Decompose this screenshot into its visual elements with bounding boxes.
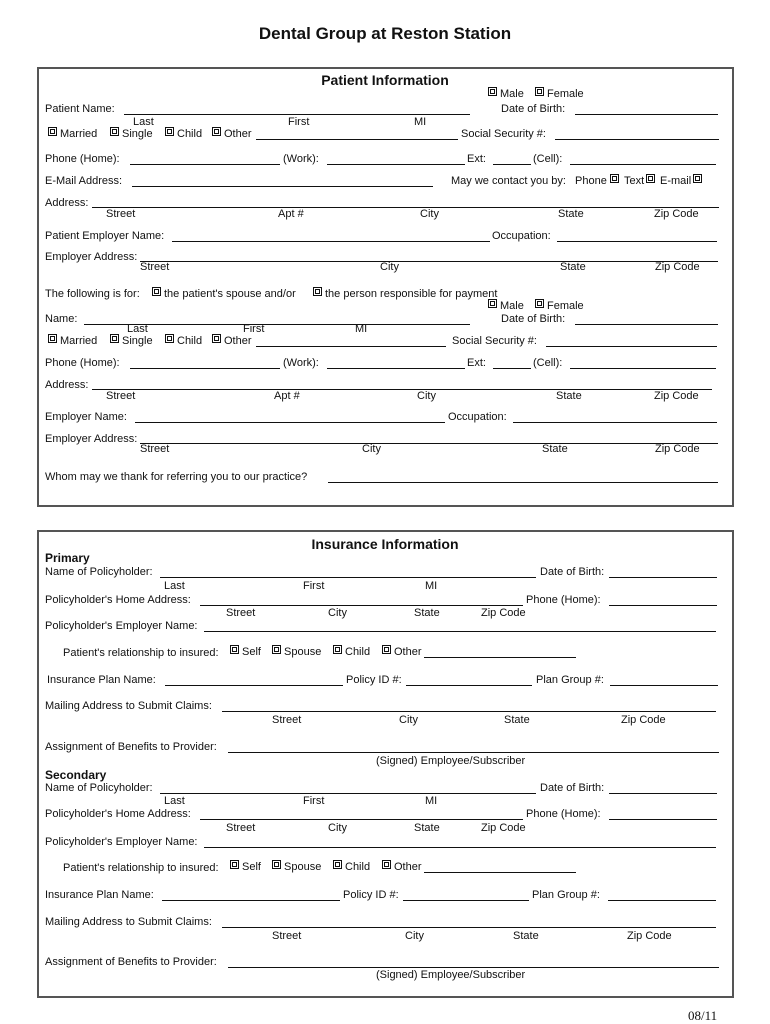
patient-occupation-field[interactable] bbox=[557, 241, 717, 242]
patient-marital-married[interactable]: Married bbox=[48, 128, 97, 140]
patient-employer-label: Patient Employer Name: bbox=[45, 230, 165, 242]
primary-policy-label: Policy ID #: bbox=[346, 674, 402, 686]
name-part-mi: MI bbox=[414, 116, 427, 128]
patient-occupation-label: Occupation: bbox=[492, 230, 551, 242]
emp-addr-state: State bbox=[560, 261, 586, 273]
resp-phone-home-field[interactable] bbox=[130, 368, 280, 369]
primary-signed-label: (Signed) Employee/Subscriber bbox=[376, 755, 526, 767]
addr-part-zip: Zip Code bbox=[654, 208, 699, 220]
resp-marital-single[interactable]: Single bbox=[110, 335, 153, 347]
primary-rel-other-field[interactable] bbox=[424, 657, 576, 658]
primary-rel-other[interactable]: Other bbox=[382, 646, 422, 658]
primary-mailing-field[interactable] bbox=[222, 711, 716, 712]
resp-cell-label: (Cell): bbox=[533, 357, 563, 369]
addr-part-street: Street bbox=[106, 208, 136, 220]
patient-work-field[interactable] bbox=[327, 164, 465, 165]
resp-address-label: Address: bbox=[45, 379, 89, 391]
secondary-mail-zip: Zip Code bbox=[627, 930, 672, 942]
patient-marital-other-field[interactable] bbox=[256, 139, 458, 140]
secondary-mail-street: Street bbox=[272, 930, 302, 942]
patient-marital-single[interactable]: Single bbox=[110, 128, 153, 140]
primary-name-first: First bbox=[303, 580, 325, 592]
emp-addr-zip: Zip Code bbox=[655, 261, 700, 273]
primary-home-address-label: Policyholder's Home Address: bbox=[45, 594, 191, 606]
primary-plan-label: Insurance Plan Name: bbox=[47, 674, 156, 686]
resp-occupation-field[interactable] bbox=[513, 422, 717, 423]
secondary-rel-child[interactable]: Child bbox=[333, 861, 370, 873]
secondary-assignment-label: Assignment of Benefits to Provider: bbox=[45, 956, 217, 968]
following-responsible-option[interactable]: the person responsible for payment bbox=[313, 288, 497, 300]
patient-gender-female[interactable]: Female bbox=[535, 88, 584, 100]
resp-employer-field[interactable] bbox=[135, 422, 445, 423]
patient-employer-address-label: Employer Address: bbox=[45, 251, 138, 263]
secondary-heading: Secondary bbox=[45, 768, 107, 782]
checkbox-icon bbox=[165, 334, 174, 343]
secondary-mail-city: City bbox=[405, 930, 424, 942]
checkbox-icon bbox=[333, 645, 342, 654]
insurance-section-title: Insurance Information bbox=[311, 536, 459, 552]
primary-dob-label: Date of Birth: bbox=[540, 566, 605, 578]
primary-addr-street: Street bbox=[226, 607, 256, 619]
patient-dob-field[interactable] bbox=[575, 114, 718, 115]
resp-phone-home-label: Phone (Home): bbox=[45, 357, 120, 369]
resp-marital-married[interactable]: Married bbox=[48, 335, 97, 347]
form-title: Dental Group at Reston Station bbox=[258, 24, 512, 43]
secondary-addr-street: Street bbox=[226, 822, 256, 834]
secondary-rel-spouse[interactable]: Spouse bbox=[272, 861, 321, 873]
checkbox-icon bbox=[382, 860, 391, 869]
resp-employer-address-label: Employer Address: bbox=[45, 433, 138, 445]
name-part-last: Last bbox=[133, 116, 154, 128]
primary-mailing-label: Mailing Address to Submit Claims: bbox=[45, 700, 212, 712]
checkbox-icon bbox=[230, 860, 239, 869]
resp-marital-child[interactable]: Child bbox=[165, 335, 202, 347]
secondary-plan-label: Insurance Plan Name: bbox=[45, 889, 154, 901]
secondary-policyholder-field[interactable] bbox=[160, 793, 536, 794]
following-label: The following is for: bbox=[45, 288, 140, 300]
secondary-rel-self[interactable]: Self bbox=[230, 861, 261, 873]
secondary-group-label: Plan Group #: bbox=[532, 889, 600, 901]
checkbox-icon bbox=[646, 174, 655, 183]
resp-emp-addr-state: State bbox=[542, 443, 568, 455]
patient-ssn-field[interactable] bbox=[555, 139, 719, 140]
resp-emp-addr-city: City bbox=[362, 443, 381, 455]
primary-mail-zip: Zip Code bbox=[621, 714, 666, 726]
patient-ssn-label: Social Security #: bbox=[461, 128, 546, 140]
addr-part-city: City bbox=[420, 208, 439, 220]
secondary-signed-label: (Signed) Employee/Subscriber bbox=[376, 969, 526, 981]
resp-gender-female[interactable]: Female bbox=[535, 300, 584, 312]
patient-address-label: Address: bbox=[45, 197, 89, 209]
primary-mail-state: State bbox=[504, 714, 530, 726]
checkbox-icon bbox=[212, 127, 221, 136]
checkbox-icon bbox=[488, 299, 497, 308]
secondary-dob-label: Date of Birth: bbox=[540, 782, 605, 794]
addr-part-apt: Apt # bbox=[278, 208, 304, 220]
secondary-mailing-label: Mailing Address to Submit Claims: bbox=[45, 916, 212, 928]
secondary-policy-field[interactable] bbox=[403, 900, 529, 901]
contact-phone[interactable]: Phone bbox=[575, 175, 622, 187]
primary-group-label: Plan Group #: bbox=[536, 674, 604, 686]
patient-email-label: E-Mail Address: bbox=[45, 175, 123, 187]
patient-cell-field[interactable] bbox=[570, 164, 716, 165]
patient-ext-label: Ext: bbox=[467, 153, 486, 165]
patient-cell-label: (Cell): bbox=[533, 153, 563, 165]
resp-dob-field[interactable] bbox=[575, 324, 718, 325]
patient-phone-home-label: Phone (Home): bbox=[45, 153, 120, 165]
resp-addr-zip: Zip Code bbox=[654, 390, 699, 402]
secondary-rel-other[interactable]: Other bbox=[382, 861, 422, 873]
resp-addr-apt: Apt # bbox=[274, 390, 300, 402]
primary-relationship-label: Patient's relationship to insured: bbox=[63, 647, 219, 659]
resp-ext-field[interactable] bbox=[493, 368, 531, 369]
patient-dob-label: Date of Birth: bbox=[501, 103, 566, 115]
secondary-plan-field[interactable] bbox=[162, 900, 340, 901]
primary-rel-child[interactable]: Child bbox=[333, 646, 370, 658]
primary-mail-city: City bbox=[399, 714, 418, 726]
primary-heading: Primary bbox=[45, 551, 90, 565]
resp-addr-state: State bbox=[556, 390, 582, 402]
addr-part-state: State bbox=[558, 208, 584, 220]
resp-address-field[interactable] bbox=[92, 389, 712, 390]
checkbox-icon bbox=[693, 174, 702, 183]
checkbox-icon bbox=[382, 645, 391, 654]
primary-mail-street: Street bbox=[272, 714, 302, 726]
secondary-mailing-field[interactable] bbox=[222, 927, 716, 928]
emp-addr-street: Street bbox=[140, 261, 170, 273]
checkbox-icon bbox=[488, 87, 497, 96]
checkbox-icon bbox=[333, 860, 342, 869]
primary-policyholder-field[interactable] bbox=[160, 577, 536, 578]
resp-marital-other-field[interactable] bbox=[256, 346, 446, 347]
checkbox-icon bbox=[212, 334, 221, 343]
resp-name-first: First bbox=[243, 323, 265, 335]
patient-employer-field[interactable] bbox=[172, 241, 490, 242]
secondary-policy-label: Policy ID #: bbox=[343, 889, 399, 901]
primary-rel-self[interactable]: Self bbox=[230, 646, 261, 658]
patient-contact-label: May we contact you by: bbox=[451, 175, 566, 187]
name-part-first: First bbox=[288, 116, 310, 128]
secondary-name-last: Last bbox=[164, 795, 185, 807]
contact-email[interactable]: E-mail bbox=[660, 175, 705, 187]
primary-addr-state: State bbox=[414, 607, 440, 619]
primary-addr-zip: Zip Code bbox=[481, 607, 526, 619]
resp-emp-addr-zip: Zip Code bbox=[655, 443, 700, 455]
resp-name-last: Last bbox=[127, 323, 148, 335]
patient-email-field[interactable] bbox=[132, 186, 433, 187]
secondary-addr-zip: Zip Code bbox=[481, 822, 526, 834]
resp-emp-addr-street: Street bbox=[140, 443, 170, 455]
secondary-assignment-field[interactable] bbox=[228, 967, 719, 968]
resp-name-label: Name: bbox=[45, 313, 78, 325]
patient-gender-male[interactable]: Male bbox=[488, 88, 524, 100]
primary-policyholder-label: Name of Policyholder: bbox=[45, 566, 153, 578]
primary-phone-home-label: Phone (Home): bbox=[526, 594, 601, 606]
patient-address-field[interactable] bbox=[92, 207, 719, 208]
resp-marital-other[interactable]: Other bbox=[212, 335, 252, 347]
form-revision: 08/11 bbox=[688, 1008, 718, 1023]
primary-home-address-field[interactable] bbox=[200, 605, 523, 606]
resp-work-field[interactable] bbox=[327, 368, 465, 369]
secondary-employer-label: Policyholder's Employer Name: bbox=[45, 836, 198, 848]
secondary-phone-home-field[interactable] bbox=[609, 819, 717, 820]
patient-employer-address-field[interactable] bbox=[140, 261, 718, 262]
secondary-name-first: First bbox=[303, 795, 325, 807]
checkbox-icon bbox=[110, 334, 119, 343]
checkbox-icon bbox=[152, 287, 161, 296]
checkbox-icon bbox=[313, 287, 322, 296]
patient-phone-home-field[interactable] bbox=[130, 164, 280, 165]
resp-employer-address-field[interactable] bbox=[140, 443, 718, 444]
primary-name-last: Last bbox=[164, 580, 185, 592]
checkbox-icon bbox=[535, 87, 544, 96]
secondary-addr-city: City bbox=[328, 822, 347, 834]
secondary-dob-field[interactable] bbox=[609, 793, 717, 794]
primary-policy-field[interactable] bbox=[406, 685, 532, 686]
checkbox-icon bbox=[230, 645, 239, 654]
resp-work-label: (Work): bbox=[283, 357, 319, 369]
checkbox-icon bbox=[535, 299, 544, 308]
resp-ext-label: Ext: bbox=[467, 357, 486, 369]
primary-addr-city: City bbox=[328, 607, 347, 619]
resp-occupation-label: Occupation: bbox=[448, 411, 507, 423]
referral-label: Whom may we thank for referring you to our practice? bbox=[45, 471, 308, 483]
patient-section-title: Patient Information bbox=[321, 72, 449, 88]
primary-dob-field[interactable] bbox=[609, 577, 717, 578]
following-spouse-option[interactable]: the patient's spouse and/or bbox=[152, 288, 296, 300]
secondary-addr-state: State bbox=[414, 822, 440, 834]
patient-name-label: Patient Name: bbox=[45, 103, 115, 115]
emp-addr-city: City bbox=[380, 261, 399, 273]
secondary-group-field[interactable] bbox=[608, 900, 716, 901]
primary-rel-spouse[interactable]: Spouse bbox=[272, 646, 321, 658]
resp-addr-city: City bbox=[417, 390, 436, 402]
primary-group-field[interactable] bbox=[610, 685, 718, 686]
referral-field[interactable] bbox=[328, 482, 718, 483]
primary-plan-field[interactable] bbox=[165, 685, 343, 686]
checkbox-icon bbox=[165, 127, 174, 136]
primary-phone-home-field[interactable] bbox=[609, 605, 717, 606]
secondary-policyholder-label: Name of Policyholder: bbox=[45, 782, 153, 794]
secondary-mail-state: State bbox=[513, 930, 539, 942]
resp-dob-label: Date of Birth: bbox=[501, 313, 566, 325]
secondary-name-mi: MI bbox=[425, 795, 438, 807]
patient-name-field[interactable] bbox=[124, 114, 470, 115]
secondary-rel-other-field[interactable] bbox=[424, 872, 576, 873]
checkbox-icon bbox=[48, 334, 57, 343]
resp-ssn-label: Social Security #: bbox=[452, 335, 537, 347]
checkbox-icon bbox=[272, 860, 281, 869]
checkbox-icon bbox=[272, 645, 281, 654]
patient-marital-other[interactable]: Other bbox=[212, 128, 252, 140]
primary-assignment-label: Assignment of Benefits to Provider: bbox=[45, 741, 217, 753]
contact-text[interactable]: Text bbox=[624, 175, 658, 187]
resp-employer-label: Employer Name: bbox=[45, 411, 127, 423]
resp-cell-field[interactable] bbox=[570, 368, 716, 369]
resp-gender-male[interactable]: Male bbox=[488, 300, 524, 312]
resp-ssn-field[interactable] bbox=[546, 346, 717, 347]
primary-employer-field[interactable] bbox=[204, 631, 716, 632]
resp-addr-street: Street bbox=[106, 390, 136, 402]
secondary-employer-field[interactable] bbox=[204, 847, 716, 848]
primary-name-mi: MI bbox=[425, 580, 438, 592]
patient-ext-field[interactable] bbox=[493, 164, 531, 165]
patient-marital-child[interactable]: Child bbox=[165, 128, 202, 140]
secondary-relationship-label: Patient's relationship to insured: bbox=[63, 862, 219, 874]
checkbox-icon bbox=[110, 127, 119, 136]
checkbox-icon bbox=[610, 174, 619, 183]
primary-assignment-field[interactable] bbox=[228, 752, 719, 753]
secondary-home-address-label: Policyholder's Home Address: bbox=[45, 808, 191, 820]
checkbox-icon bbox=[48, 127, 57, 136]
primary-employer-label: Policyholder's Employer Name: bbox=[45, 620, 198, 632]
secondary-phone-home-label: Phone (Home): bbox=[526, 808, 601, 820]
patient-work-label: (Work): bbox=[283, 153, 319, 165]
resp-name-mi: MI bbox=[355, 323, 368, 335]
secondary-home-address-field[interactable] bbox=[200, 819, 523, 820]
